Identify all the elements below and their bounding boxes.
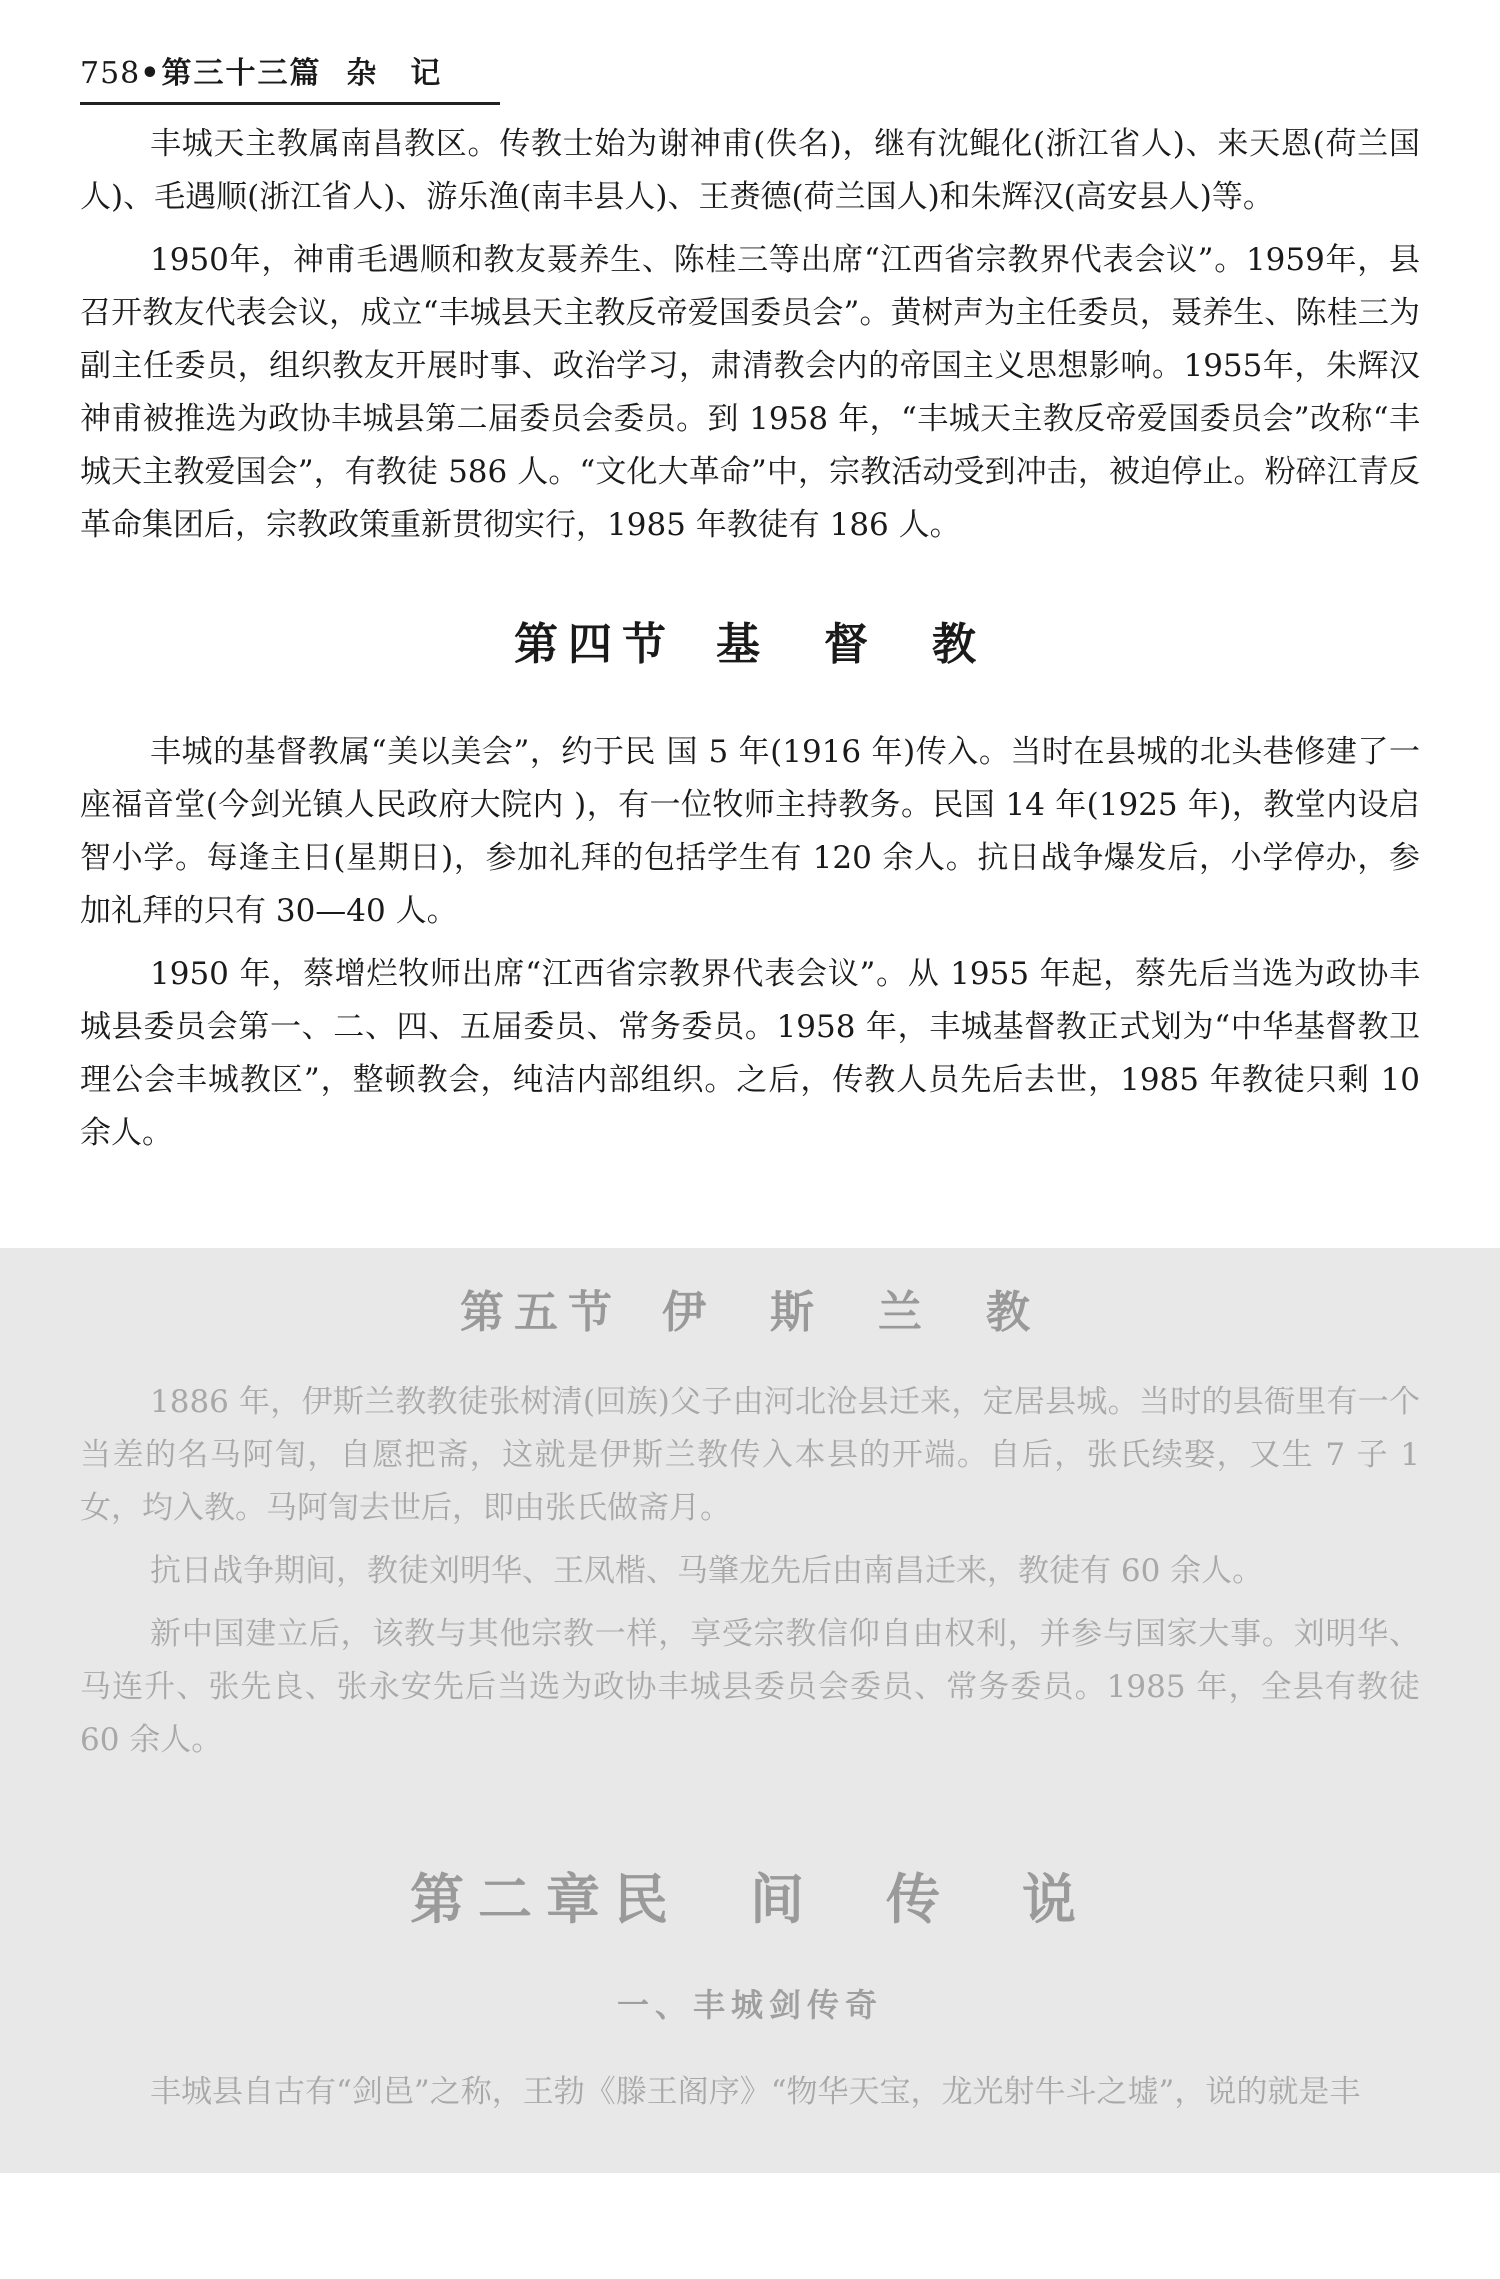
part-subtitle: 杂 记 bbox=[346, 56, 443, 91]
main-content bbox=[80, 118, 1420, 1170]
paragraph: 丰城天主教属南昌教区。传教士始为谢神甫(佚名)，继有沈鲲化(浙江省人)、来天恩(荷兰国人)、毛遇顺(浙江省人)、游乐渔(南丰县人)、王赉德(荷兰国人)和朱辉汉(高安县人)等。 bbox=[80, 126, 1420, 215]
page-header bbox=[80, 48, 500, 105]
faded-region bbox=[0, 1248, 1500, 2173]
section-topic: 基 督 教 bbox=[716, 619, 986, 670]
chapter-number: 第二章 bbox=[410, 1868, 614, 1931]
catholic-section bbox=[80, 118, 1420, 552]
header-separator: • bbox=[140, 56, 162, 91]
subsection-heading: 一、丰城剑传奇 bbox=[616, 1986, 883, 2024]
paragraph: 1950年，神甫毛遇顺和教友聂养生、陈桂三等出席“江西省宗教界代表会议”。1959年，县召开教友代表会议，成立“丰城县天主教反帝爱国委员会”。黄树声为主任委员，聂养生、陈桂三为副主任委员，组织教友开展时事、政治学习，肃清教会内的帝国主义思想影响。1955年，朱辉汉神甫被推选为政协丰城县第二届委员会委员。到 1958 年，“丰城天主教反帝爱国委员会”改称“丰城天主教爱国会”，有教徒 586 人。“文化大革命”中，宗教活动受到冲击，被迫停止。粉碎江青反革命集团后，宗教政策重新贯彻实行，1985 年教徒有 186 人。 bbox=[80, 242, 1420, 543]
section-topic: 伊 斯 兰 教 bbox=[662, 1287, 1040, 1338]
page-number: 758 bbox=[80, 56, 141, 91]
paragraph: 丰城县自古有“剑邑”之称，王勃《滕王阁序》“物华天宝，龙光射牛斗之墟”，说的就是丰 bbox=[150, 2074, 1361, 2110]
section-number: 第五节 bbox=[460, 1287, 622, 1338]
paragraph: 丰城的基督教属“美以美会”，约于民 国 5 年(1916 年)传入。当时在县城的北头巷修建了一座福音堂(今剑光镇人民政府大院内 )，有一位牧师主持教务。民国 14 年(1925 年)，教堂内设启智小学。每逢主日(星期日)，参加礼拜的包括学生有 120 余人。抗日战争爆发后，小学停办，参加礼拜的只有 30—40 人。 bbox=[80, 734, 1420, 929]
islam-section bbox=[80, 1376, 1420, 1767]
section-heading bbox=[80, 1276, 1420, 1340]
paragraph: 新中国建立后，该教与其他宗教一样，享受宗教信仰自由权利，并参与国家大事。刘明华、马连升、张先良、张永安先后当选为政协丰城县委员会委员、常务委员。1985 年，全县有教徒 60 余人。 bbox=[80, 1616, 1420, 1758]
section-heading bbox=[80, 608, 1420, 672]
christianity-section bbox=[80, 726, 1420, 1160]
chapter-topic: 民 间 传 说 bbox=[614, 1868, 1090, 1931]
paragraph: 抗日战争期间，教徒刘明华、王凤楷、马肇龙先后由南昌迁来，教徒有 60 余人。 bbox=[150, 1553, 1264, 1589]
paragraph: 1886 年，伊斯兰教教徒张树清(回族)父子由河北沧县迁来，定居县城。当时的县衙里有一个当差的名马阿訇，自愿把斋，这就是伊斯兰教传入本县的开端。自后，张氏续娶，又生 7 子 1 女，均入教。马阿訇去世后，即由张氏做斋月。 bbox=[80, 1384, 1420, 1526]
section-number: 第四节 bbox=[514, 619, 676, 670]
chapter-heading bbox=[80, 1857, 1420, 1934]
part-title: 第三十三篇 bbox=[161, 56, 322, 91]
paragraph: 1950 年，蔡增烂牧师出席“江西省宗教界代表会议”。从 1955 年起，蔡先后当选为政协丰城县委员会第一、二、四、五届委员、常务委员。1958 年，丰城基督教正式划为“中华基督教卫理公会丰城教区”，整顿教会，纯洁内部组织。之后，传教人员先后去世，1985 年教徒只剩 10 余人。 bbox=[80, 956, 1420, 1151]
